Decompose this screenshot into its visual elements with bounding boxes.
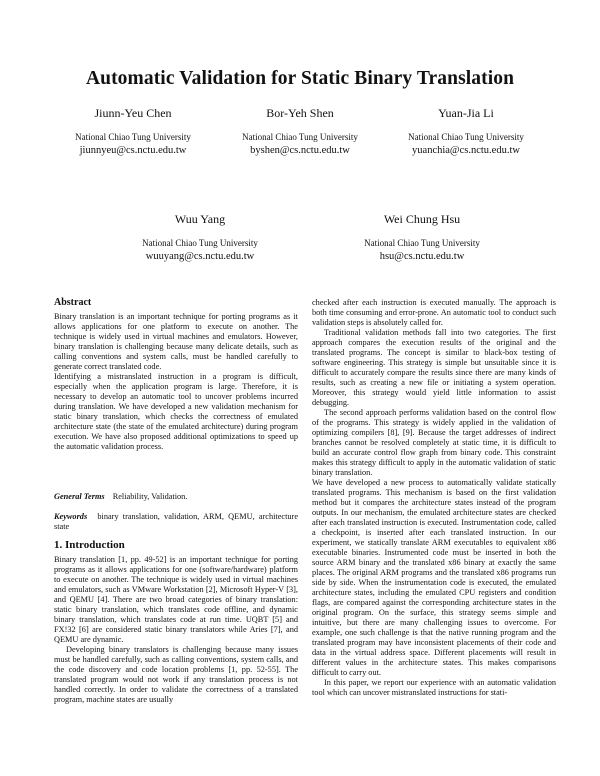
author-email: yuanchia@cs.nctu.edu.tw <box>412 145 520 156</box>
paper-title: Automatic Validation for Static Binary Translation <box>85 68 515 89</box>
author-name: Jiunn-Yeu Chen <box>94 106 172 120</box>
introduction-heading: 1. Introduction <box>54 539 125 551</box>
author-name: Yuan-Jia Li <box>438 106 494 120</box>
body-paragraph: We have developed a new process to automatically validate statically translated programs. This mechanism is based on the first validation method but it compares the architecture states instead of the program outputs. In our mechanism, the emulated architecture states are checked after each translated instruction is executed. Instrumentation code, called a checkpoint, is inserted after each translated instruction. In our experiment, we statically translate ARM executables to equivalent x86 executable binaries. Instrumented code must be inserted in both the source ARM binary and the translated x86 binary at exactly the same places. The original ARM programs and the translated x86 programs run side by side. When the instrumentation code is executed, the emulated architecture states, including the emulated CPU registers and condition flags, are compared against the corresponding architecture states in the original program. On the surface, this strategy seems simple and intuitive, but there are many challenging issues to overcome. For example, one such challenge is that the native running program and the translated program may have inconsistent placements of their code and data in the virtual address space. Different placements will result in different values in the architecture states. This makes comparisons difficult to carry out. <box>312 478 556 677</box>
body-paragraph: Traditional validation methods fall into two categories. The first approach compares the execution results of the original and the translated programs. The concept is similar to black-box testing of software engineering. This strategy is simple but unsuitable since it is difficult to accurately compare the results since there are many kinds of results, such as creating a new file or initiating a system operation. Moreover, this strategy would yield little information to assist debugging. <box>312 328 556 407</box>
author-name: Wuu Yang <box>174 212 226 226</box>
author-name: Bor-Yeh Shen <box>266 106 334 120</box>
intro-paragraph: Binary translation [1, pp. 49-52] is an important technique for porting programs as it allows applications for one (software/hardware) platform to execute on another. The technique is widely used in virtual machines and emulators, such as VMware Workstation [2], Microsoft Hyper-V [3], and QEMU [4]. There are two broad categories of binary translation: static binary translation, which translates code offline, and dynamic binary translation, which translates code at run time. UQBT [5] and FX!32 [6] are considered static binary translators while Aries [7], and QEMU are dynamic. <box>54 555 298 644</box>
intro-paragraph: Developing binary translators is challenging because many issues must be handled carefully, such as calling conventions, system calls, and the code discovery and code location problems [1, pp. 52-55]. The translated program would not work if any translation process is not handled correctly. In order to validate the correctness of a translated program, machine states are usually <box>54 645 298 704</box>
abstract-heading: Abstract <box>54 297 92 308</box>
author-affiliation: National Chiao Tung University <box>408 132 524 142</box>
author-name: Wei Chung Hsu <box>383 212 461 226</box>
abstract-paragraph: Identifying a mistranslated instruction in a program is difficult, especially when the application program is large. Therefore, it is necessary to develop an automatic tool to uncover problems incurred during translation. We have developed a new validation mechanism for static binary translation, which checks the correctness of emulated architecture state (the state of the emulated architecture) during program execution. We have also proposed additional optimizations to speed up the automatic validation process. <box>54 372 298 451</box>
body-paragraph: In this paper, we report our experience with an automatic validation tool which can uncover mistranslated instructions for stati- <box>312 678 556 697</box>
general-terms-value: Reliability, Validation. <box>112 492 188 501</box>
body-paragraph: The second approach performs validation based on the control flow of the programs. This strategy is widely applied in the validation of optimizing compilers [8], [9]. Because the target addresses of indirect branches cannot be resolved completely at static time, it is difficult to build an accurate control flow graph from binary code. This constraint makes this strategy difficult to apply in the automatic validation of static binary translation. <box>312 408 556 477</box>
body-paragraph: checked after each instruction is executed manually. The approach is both time consuming and error-prone. An automatic tool to conduct such validation steps is absolutely called for. <box>312 298 556 327</box>
abstract-paragraph: Binary translation is an important technique for porting programs as it allows applications for one platform to execute on another. The technique is widely used in virtual machines and emulators. However, binary translation is challenging because many delicate details, such as calling conventions and system calls, must be handled carefully to generate correct translated code. <box>54 312 298 371</box>
left-column <box>54 298 298 705</box>
author-block <box>322 212 522 263</box>
keywords <box>54 512 298 532</box>
author-affiliation: National Chiao Tung University <box>75 132 191 142</box>
author-affiliation: National Chiao Tung University <box>142 238 258 248</box>
author-affiliation: National Chiao Tung University <box>242 132 358 142</box>
author-email: hsu@cs.nctu.edu.tw <box>379 251 465 262</box>
author-affiliation: National Chiao Tung University <box>364 238 480 248</box>
general-terms-label: General Terms <box>54 492 105 501</box>
author-email: byshen@cs.nctu.edu.tw <box>250 145 350 156</box>
author-email: wuuyang@cs.nctu.edu.tw <box>145 251 255 262</box>
author-block <box>366 106 566 157</box>
right-column <box>312 298 556 698</box>
keywords-value: binary translation, validation, ARM, QEMU, architecture state <box>54 512 299 531</box>
author-email: jiunnyeu@cs.nctu.edu.tw <box>79 145 187 156</box>
author-block <box>100 212 300 263</box>
general-terms <box>54 492 298 502</box>
keywords-label: Keywords <box>54 512 88 521</box>
